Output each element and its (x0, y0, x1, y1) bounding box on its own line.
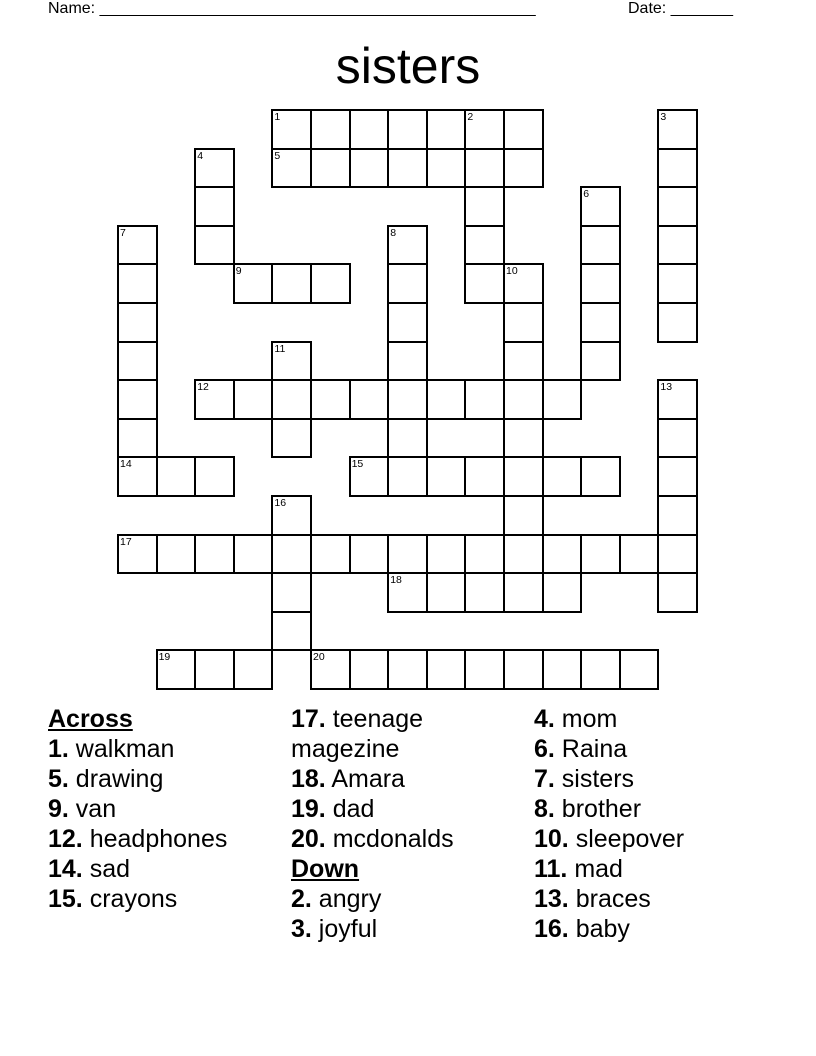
clue-number: 18 (390, 574, 402, 587)
grid-cell[interactable] (271, 534, 312, 575)
clue-item-number: 3. (291, 915, 312, 943)
grid-cell[interactable] (503, 649, 544, 690)
name-label: Name: (48, 0, 96, 17)
grid-cell[interactable] (503, 341, 544, 382)
grid-cell[interactable] (580, 341, 621, 382)
clue-number: 4 (197, 149, 204, 162)
clue-item-text: headphones (82, 825, 228, 853)
grid-cell[interactable] (387, 649, 428, 690)
across-clue-list-continued (291, 704, 521, 854)
grid-cell[interactable] (271, 263, 312, 304)
clue-item-number: 13. (534, 885, 569, 913)
grid-cell[interactable] (387, 341, 428, 382)
grid-cell[interactable] (271, 341, 312, 382)
grid-cell[interactable] (464, 109, 505, 150)
grid-cell[interactable] (657, 148, 698, 189)
down-heading: Down (291, 855, 360, 883)
grid-cell[interactable] (426, 649, 467, 690)
clue-item-text: sad (82, 855, 131, 883)
clue-item-number: 16. (534, 915, 569, 943)
grid-cell[interactable] (156, 456, 197, 497)
grid-cell[interactable] (349, 534, 390, 575)
grid-cell[interactable] (117, 456, 158, 497)
grid-cell[interactable] (426, 379, 467, 420)
grid-cell[interactable] (426, 148, 467, 189)
clue-item (534, 704, 794, 734)
clue-item-number: 1. (48, 735, 69, 763)
grid-cell[interactable] (310, 148, 351, 189)
clue-item-number: 5. (48, 765, 69, 793)
grid-cell[interactable] (542, 456, 583, 497)
grid-cell[interactable] (310, 649, 351, 690)
grid-cell[interactable] (542, 572, 583, 613)
clue-item-number: 7. (534, 765, 555, 793)
clue-number: 13 (660, 381, 673, 394)
grid-cell[interactable] (464, 148, 505, 189)
grid-cell[interactable] (503, 148, 544, 189)
grid-cell[interactable] (657, 302, 698, 343)
grid-cell[interactable] (580, 649, 621, 690)
grid-cell[interactable] (657, 456, 698, 497)
clue-number: 17 (120, 535, 132, 548)
grid-cell[interactable] (387, 456, 428, 497)
clue-item (291, 764, 521, 794)
clue-item-text: sisters (554, 765, 635, 793)
grid-cell[interactable] (464, 186, 505, 227)
clue-item-text: braces (568, 885, 651, 913)
grid-cell[interactable] (657, 495, 698, 536)
clue-item-text: Amara (325, 765, 405, 793)
grid-cell[interactable] (233, 534, 274, 575)
grid-cell[interactable] (619, 534, 660, 575)
grid-cell[interactable] (387, 418, 428, 459)
clue-item-text: joyful (311, 915, 378, 943)
clue-item-text: sleepover (568, 825, 685, 853)
grid-cell[interactable] (464, 379, 505, 420)
grid-cell[interactable] (117, 302, 158, 343)
clue-number: 14 (120, 458, 132, 471)
clue-number: 11 (274, 342, 286, 355)
clue-item (48, 884, 278, 914)
grid-cell[interactable] (387, 379, 428, 420)
grid-cell[interactable] (233, 649, 274, 690)
clue-item-number: 15. (48, 885, 83, 913)
clue-column-2 (291, 704, 521, 944)
grid-cell[interactable] (542, 649, 583, 690)
grid-cell[interactable] (271, 109, 312, 150)
grid-cell[interactable] (464, 456, 505, 497)
clue-item-number: 9. (48, 795, 69, 823)
clue-item (534, 794, 794, 824)
clue-item (48, 734, 278, 764)
clue-number: 20 (313, 651, 325, 664)
clue-item-text: teenage magezine (291, 705, 424, 763)
clue-item (534, 764, 794, 794)
across-heading: Across (48, 705, 133, 733)
clue-item-number: 6. (534, 735, 555, 763)
grid-cell[interactable] (194, 456, 235, 497)
grid-cell[interactable] (271, 572, 312, 613)
grid-cell[interactable] (657, 263, 698, 304)
grid-cell[interactable] (310, 534, 351, 575)
puzzle-title: sisters (335, 38, 481, 94)
grid-cell[interactable] (310, 109, 351, 150)
grid-cell[interactable] (310, 379, 351, 420)
grid-cell[interactable] (503, 109, 544, 150)
clue-number: 3 (660, 111, 667, 123)
grid-cell[interactable] (156, 649, 197, 690)
grid-cell[interactable] (657, 418, 698, 459)
grid-cell[interactable] (426, 534, 467, 575)
clue-item-text: dad (325, 795, 375, 823)
clue-item (534, 854, 794, 884)
clue-item (291, 794, 521, 824)
clue-item (291, 884, 521, 914)
clue-item-text: angry (311, 885, 382, 913)
clue-item-number: 12. (48, 825, 83, 853)
clue-item (291, 824, 521, 854)
down-clue-list (291, 884, 521, 944)
grid-cell[interactable] (657, 534, 698, 575)
grid-cell[interactable] (503, 495, 544, 536)
grid-cell[interactable] (503, 379, 544, 420)
clue-number: 1 (274, 111, 281, 123)
clue-item-number: 18. (291, 765, 326, 793)
grid-cell[interactable] (464, 649, 505, 690)
grid-cell[interactable] (464, 572, 505, 613)
clue-number: 2 (467, 111, 474, 123)
grid-cell[interactable] (580, 263, 621, 304)
grid-cell[interactable] (271, 379, 312, 420)
clue-column-3 (534, 704, 794, 944)
grid-cell[interactable] (542, 534, 583, 575)
clue-item-text: van (68, 795, 117, 823)
grid-cell[interactable] (387, 148, 428, 189)
clue-item-number: 4. (534, 705, 555, 733)
clue-item-number: 11. (534, 855, 568, 883)
grid-cell[interactable] (349, 456, 390, 497)
clue-item (48, 824, 278, 854)
grid-cell[interactable] (580, 186, 621, 227)
grid-cell[interactable] (580, 456, 621, 497)
date-blank[interactable]: _______ (670, 0, 733, 17)
grid-cell[interactable] (464, 263, 505, 304)
grid-cell[interactable] (194, 379, 235, 420)
grid-cell[interactable] (503, 418, 544, 459)
clue-number: 9 (235, 265, 242, 278)
clue-item-text: baby (568, 915, 630, 943)
grid-cell[interactable] (657, 225, 698, 266)
clue-number: 10 (506, 265, 518, 278)
grid-cell[interactable] (657, 109, 698, 150)
clue-item (534, 824, 794, 854)
grid-cell[interactable] (117, 341, 158, 382)
grid-cell[interactable] (117, 263, 158, 304)
clue-item (48, 854, 278, 884)
clue-number: 15 (351, 458, 364, 471)
grid-cell[interactable] (387, 572, 428, 613)
grid-cell[interactable] (387, 109, 428, 150)
clue-column-1 (48, 704, 278, 914)
clue-item-number: 8. (534, 795, 555, 823)
grid-cell[interactable] (426, 456, 467, 497)
clue-number: 5 (274, 149, 281, 162)
clue-item (534, 914, 794, 944)
clue-item-text: Raina (554, 735, 628, 763)
grid-cell[interactable] (271, 148, 312, 189)
clue-item-text: mad (567, 855, 623, 883)
grid-cell[interactable] (580, 534, 621, 575)
clue-number: 16 (274, 497, 287, 509)
grid-cell[interactable] (349, 109, 390, 150)
grid-cell[interactable] (349, 649, 390, 690)
grid-cell[interactable] (117, 534, 158, 575)
grid-cell[interactable] (542, 379, 583, 420)
grid-cell[interactable] (349, 148, 390, 189)
grid-cell[interactable] (657, 572, 698, 613)
grid-cell[interactable] (310, 263, 351, 304)
clue-item-text: mcdonalds (325, 825, 454, 853)
grid-cell[interactable] (619, 649, 660, 690)
grid-cell[interactable] (657, 379, 698, 420)
grid-cell[interactable] (387, 534, 428, 575)
grid-cell[interactable] (657, 186, 698, 227)
clue-item (291, 704, 521, 764)
grid-cell[interactable] (271, 495, 312, 536)
grid-cell[interactable] (349, 379, 390, 420)
clue-item-number: 2. (291, 885, 312, 913)
date-label: Date: (628, 0, 667, 17)
across-clue-list (48, 734, 278, 914)
clue-item-number: 17. (291, 705, 326, 733)
clue-item (534, 884, 794, 914)
grid-cell[interactable] (464, 225, 505, 266)
clue-item-number: 19. (291, 795, 326, 823)
grid-cell[interactable] (117, 225, 158, 266)
grid-cell[interactable] (194, 649, 235, 690)
grid-cell[interactable] (194, 534, 235, 575)
clue-item-text: brother (554, 795, 642, 823)
grid-cell[interactable] (503, 263, 544, 304)
grid-cell[interactable] (271, 611, 312, 652)
clue-item-number: 14. (48, 855, 83, 883)
clue-item-text: drawing (68, 765, 164, 793)
clue-number: 7 (120, 226, 126, 239)
grid-cell[interactable] (194, 148, 235, 189)
clue-item (48, 794, 278, 824)
grid-cell[interactable] (503, 534, 544, 575)
clue-item (291, 914, 521, 944)
down-clue-list-continued (534, 704, 794, 944)
clue-item-number: 10. (534, 825, 569, 853)
grid-cell[interactable] (464, 534, 505, 575)
grid-cell[interactable] (387, 263, 428, 304)
clue-item-number: 20. (291, 825, 326, 853)
clue-item (534, 734, 794, 764)
grid-cell[interactable] (233, 379, 274, 420)
grid-cell[interactable] (233, 263, 274, 304)
clue-number: 12 (197, 381, 209, 394)
grid-cell[interactable] (580, 302, 621, 343)
grid-cell[interactable] (271, 418, 312, 459)
grid-cell[interactable] (503, 302, 544, 343)
clue-number: 8 (390, 226, 397, 239)
grid-cell[interactable] (426, 572, 467, 613)
clue-item (48, 764, 278, 794)
grid-cell[interactable] (194, 186, 235, 227)
name-blank[interactable]: _________________________________________________ (99, 0, 536, 17)
grid-cell[interactable] (426, 109, 467, 150)
grid-cell[interactable] (117, 418, 158, 459)
clue-number: 19 (158, 651, 171, 664)
grid-cell[interactable] (194, 225, 235, 266)
grid-cell[interactable] (117, 379, 158, 420)
grid-cell[interactable] (503, 572, 544, 613)
clue-item-text: walkman (68, 735, 175, 763)
grid-cell[interactable] (387, 302, 428, 343)
grid-cell[interactable] (503, 456, 544, 497)
grid-cell[interactable] (387, 225, 428, 266)
clue-number: 6 (583, 188, 590, 201)
clue-item-text: crayons (82, 885, 178, 913)
grid-cell[interactable] (156, 534, 197, 575)
clue-item-text: mom (554, 705, 618, 733)
grid-cell[interactable] (580, 225, 621, 266)
